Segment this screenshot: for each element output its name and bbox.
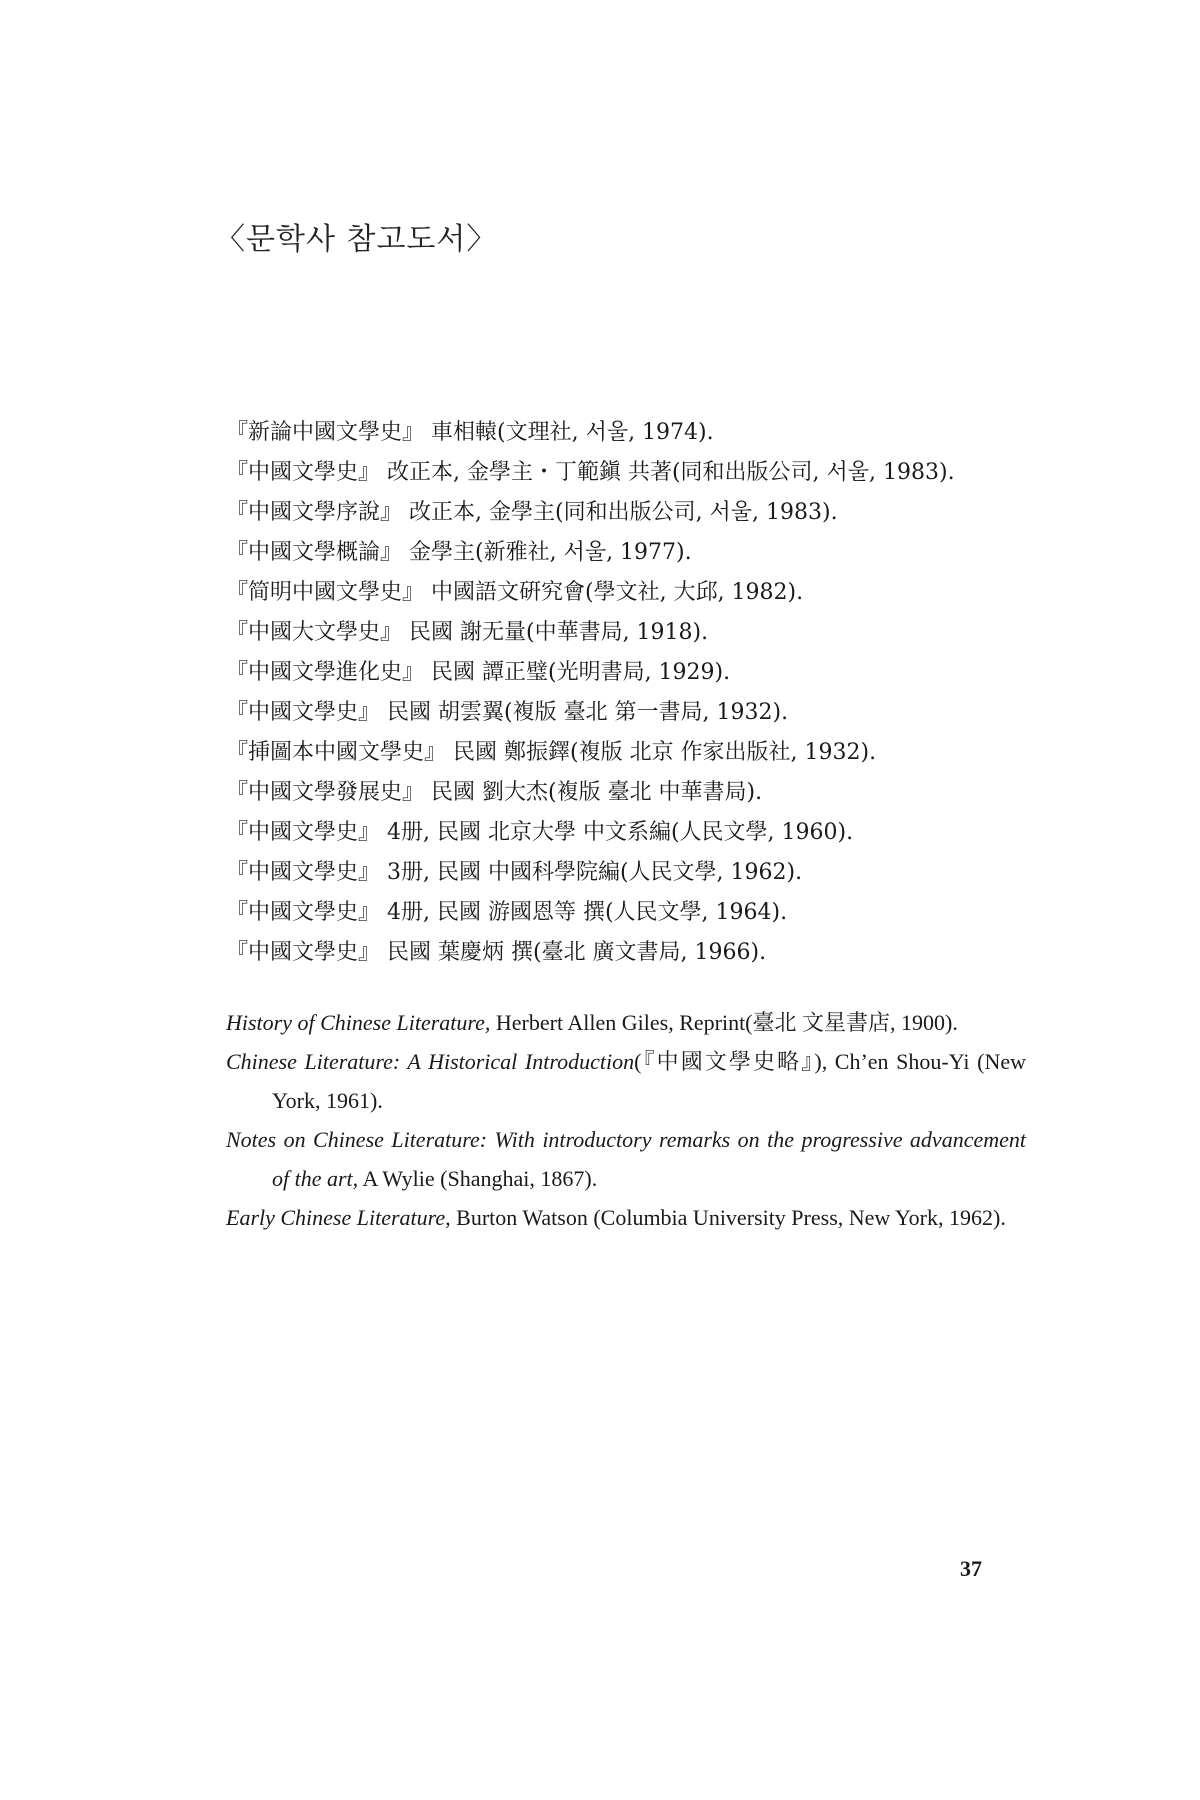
reference-item: 『中國大文學史』 民國 謝无量(中華書局, 1918). [226,620,709,645]
reference-item: 『新論中國文學史』 車相轅(文理社, 서울, 1974). [226,420,714,445]
english-reference-item [226,1042,1026,1120]
book-title: History of Chinese Literature, [226,1010,491,1035]
reference-item: 『中國文學史』 民國 葉慶炳 撰(臺北 廣文書局, 1966). [226,940,767,965]
reference-item: 『中國文學序說』 改正本, 金學主(同和出版公司, 서울, 1983). [226,500,838,525]
reference-item: 『中國文學史』 4册, 民國 北京大學 中文系編(人民文學, 1960). [226,820,854,845]
english-reference-list [226,1003,1026,1237]
reference-item: 『中國文學史』 4册, 民國 游國恩等 撰(人民文學, 1964). [226,900,788,925]
page-number: 37 [960,1556,982,1581]
reference-item: 『挿圖本中國文學史』 民國 鄭振鐸(複版 北京 作家出版社, 1932). [226,740,877,765]
book-details: A Wylie (Shanghai, 1867). [358,1166,598,1191]
reference-item: 『中國文學史』 3册, 民國 中國科學院編(人民文學, 1962). [226,860,803,885]
english-reference-item [226,1120,1026,1198]
english-reference-item [226,1003,1026,1042]
book-details: Burton Watson (Columbia University Press, New York, 1962). [450,1205,1006,1230]
book-details: Herbert Allen Giles, Reprint(臺北 文星書店, 1900). [490,1010,958,1035]
book-title: Early Chinese Literature, [226,1205,451,1230]
reference-item: 『中國文學進化史』 民國 譚正璧(光明書局, 1929). [226,660,731,685]
korean-chinese-reference-list [226,413,1066,973]
english-reference-item [226,1198,1026,1237]
book-title: Notes on Chinese Literature: With introductory remarks on the progressive advancement of the art, [226,1127,1026,1191]
reference-item: 『中國文學史』 改正本, 金學主・丁範鎭 共著(同和出版公司, 서울, 1983). [226,460,955,485]
reference-item: 『简明中國文學史』 中國語文硏究會(學文社, 大邱, 1982). [226,580,804,605]
reference-item: 『中國文學發展史』 民國 劉大杰(複版 臺北 中華書局). [226,780,763,805]
reference-item: 『中國文學史』 民國 胡雲翼(複版 臺北 第一書局, 1932). [226,700,789,725]
section-heading: 〈문학사 참고도서〉 [215,222,498,257]
book-details: (『中國文學史略』), Ch’en Shou-Yi (New York, 1961). [272,1049,1026,1113]
reference-item: 『中國文學概論』 金學主(新雅社, 서울, 1977). [226,540,692,565]
book-title: Chinese Literature: A Historical Introduction [226,1049,635,1074]
